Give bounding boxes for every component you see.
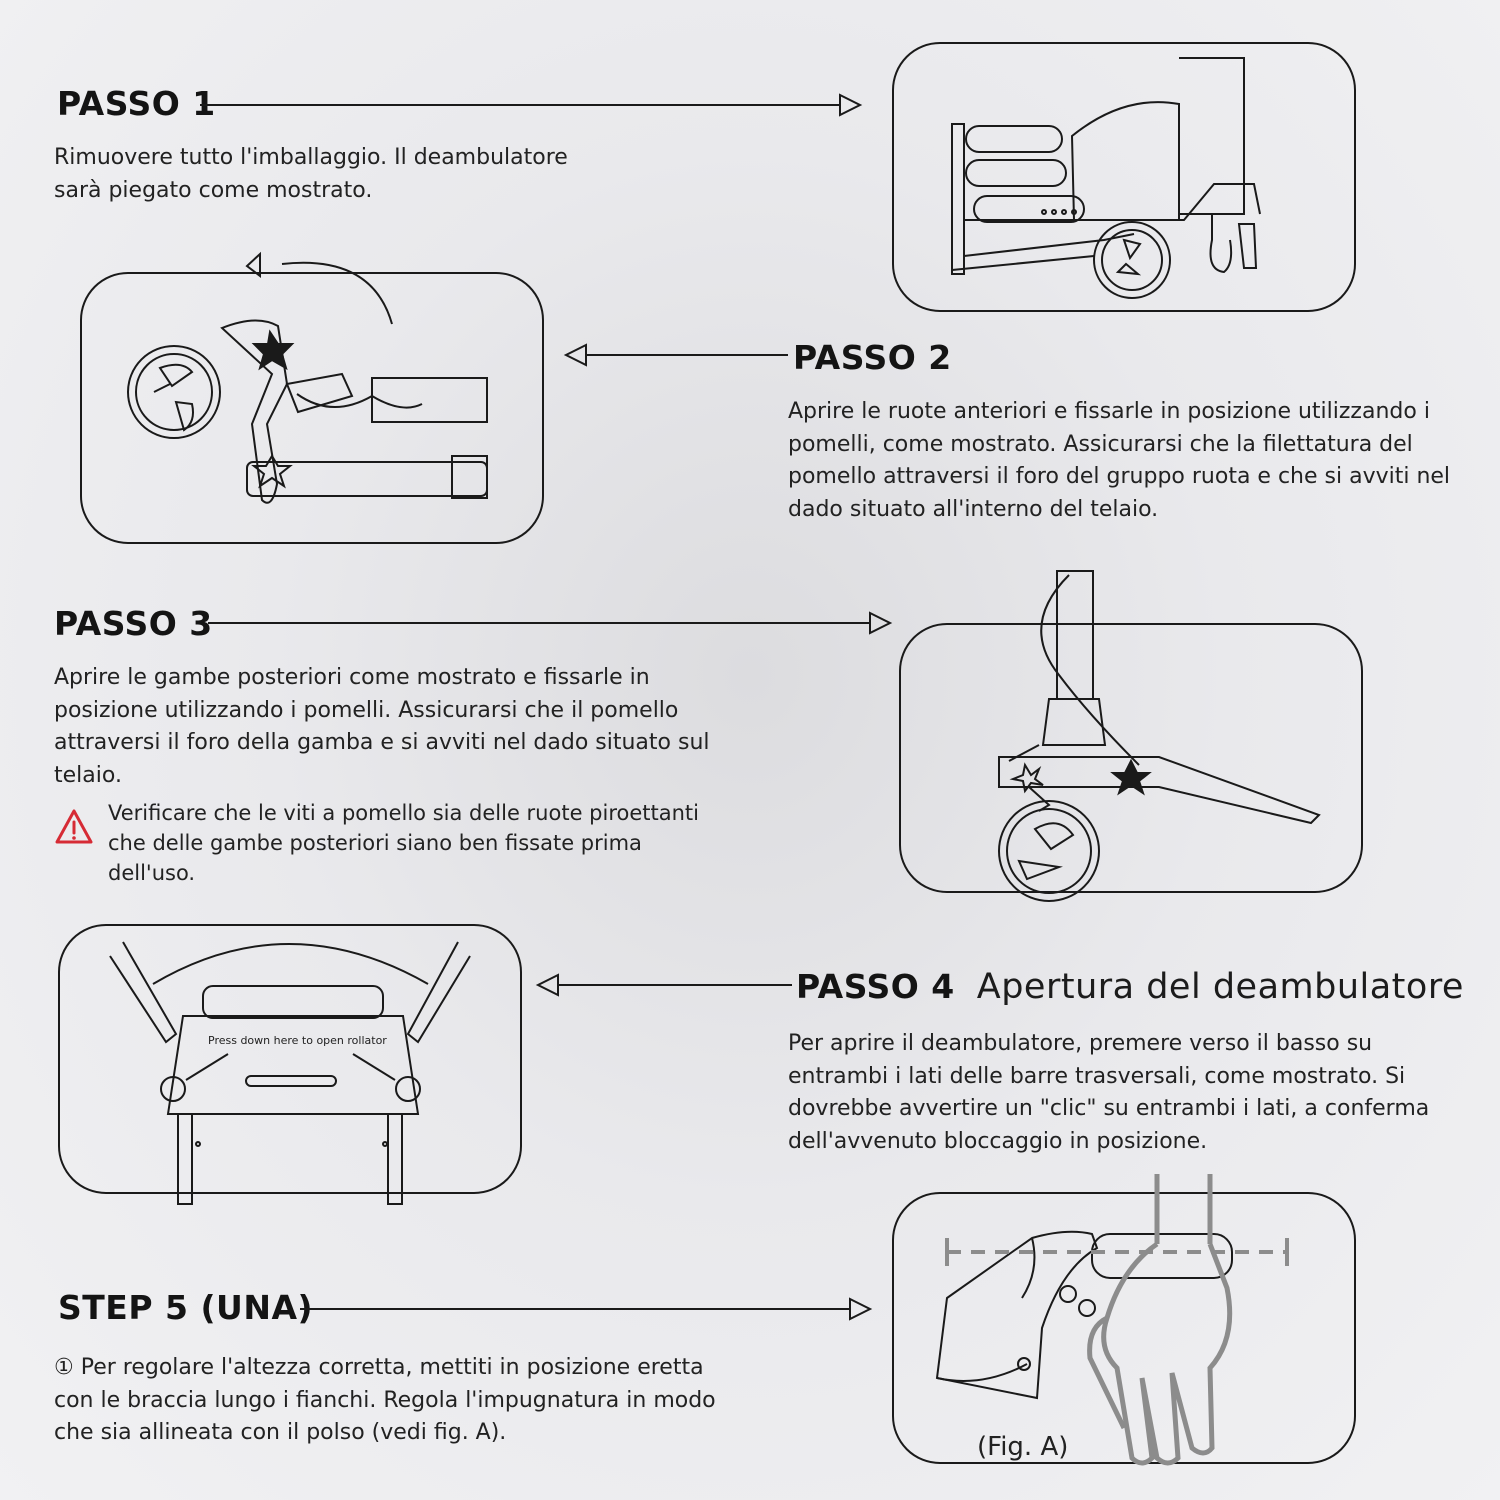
opening-rollator-illustration <box>58 924 522 1214</box>
step3-text: Aprire le gambe posteriori come mostrato e fissarle in posizione utilizzando i pomelli. Assicurarsi che il pomello attraversi il foro della gamba e si avviti nel dado situato sul telaio. <box>54 665 710 788</box>
step4-subheading: Apertura del deambulatore <box>976 967 1464 1007</box>
step2-text: Aprire le ruote anteriori e fissarle in posizione utilizzando i pomelli, come mostrato. Assicurarsi che la filettatura del pomello attraversi il foro del gruppo ruota e che si avviti nel dado situato all'interno del telaio. <box>788 399 1451 522</box>
step4-arrow-left-icon <box>532 972 794 1000</box>
step1-illustration-panel <box>892 42 1356 312</box>
warning-triangle-icon <box>54 808 94 846</box>
step2-heading: PASSO 2 <box>793 338 952 377</box>
step5-heading: STEP 5 (UNA) <box>58 1288 314 1327</box>
step4-text: Per aprire il deambulatore, premere verso il basso su entrambi i lati delle barre trasversali, come mostrato. Si dovrebbe avvertire un "clic" su entrambi i lati, a conferma dell'avvenuto bloccaggio in posizione. <box>788 1031 1430 1154</box>
step4-heading-row <box>796 967 1464 1007</box>
step3-heading: PASSO 3 <box>54 604 213 643</box>
step5-arrow-right-icon <box>300 1296 880 1324</box>
handle-height-fig-a-illustration <box>892 1168 1356 1478</box>
step1-heading: PASSO 1 <box>57 84 216 123</box>
step2-illustration-panel <box>80 272 544 544</box>
step3-warning-text: Verificare che le viti a pomello sia delle ruote piroettanti che delle gambe posteriori siano ben fissate prima dell'uso. <box>108 801 699 885</box>
front-wheel-knob-illustration <box>82 274 542 542</box>
rear-leg-knob-illustration <box>899 565 1363 895</box>
folded-rollator-illustration <box>894 44 1354 310</box>
press-down-label: Press down here to open rollator <box>208 1034 387 1047</box>
step1-arrow-right-icon <box>200 92 870 120</box>
figure-a-caption: (Fig. A) <box>977 1432 1069 1462</box>
step5-text: ① Per regolare l'altezza corretta, mettiti in posizione eretta con le braccia lungo i fianchi. Regola l'impugnatura in modo che sia allineata con il polso (vedi fig. A). <box>54 1355 716 1445</box>
step3-arrow-right-icon <box>208 610 898 638</box>
step2-arrow-left-icon <box>560 342 790 370</box>
step1-text: Rimuovere tutto l'imballaggio. Il deambulatore sarà piegato come mostrato. <box>54 145 568 203</box>
step4-heading: PASSO 4 <box>796 967 955 1006</box>
